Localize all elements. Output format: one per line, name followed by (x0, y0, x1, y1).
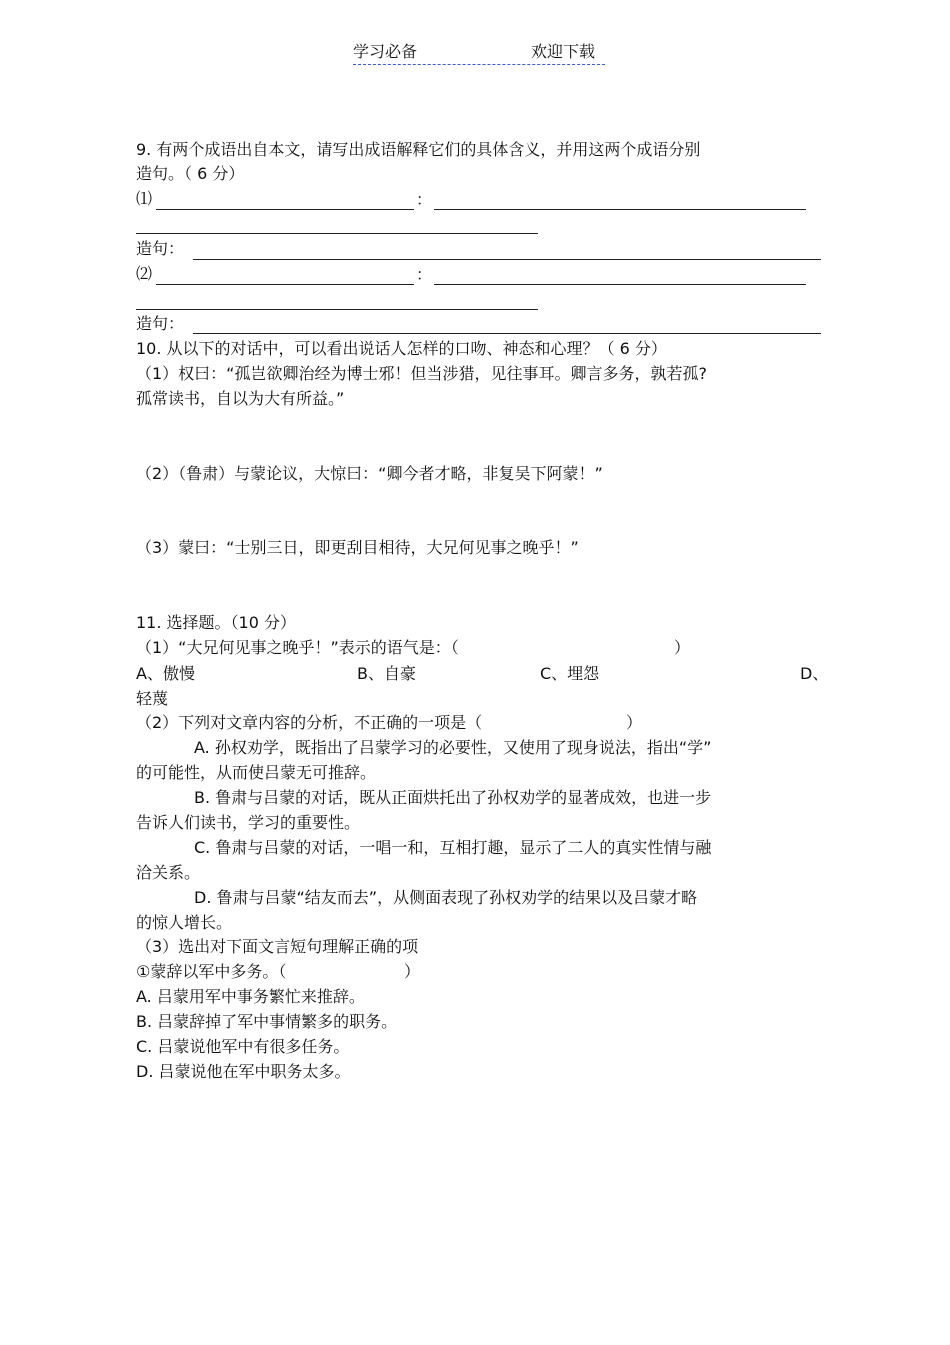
q11-s1-option-a[interactable]: A、傲慢 (136, 664, 195, 683)
q9-sentence2-label: 造句： (136, 314, 185, 333)
q10-p2: （2）（鲁肃）与蒙论议，大惊曰：“卿今者才略，非复吴下阿蒙！” (136, 464, 603, 483)
q11-s2-stem: （2）下列对文章内容的分析，不正确的一项是（ (136, 713, 483, 732)
q11-s3-answer-close: ） (404, 962, 421, 981)
q9-item2-colon: ： (416, 265, 433, 284)
q11-s3-option-a[interactable]: A. 吕蒙用军中事务繁忙来推辞。 (136, 987, 365, 1006)
q10-title: 10. 从以下的对话中，可以看出说话人怎样的口吻、神态和心理？（ 6 分） (136, 339, 667, 358)
q11-s1-option-c[interactable]: C、埋怨 (540, 664, 600, 683)
q11-s2-option-b-cont: 告诉人们读书，学习的重要性。 (136, 813, 361, 832)
q10-p3: （3）蒙曰：“士别三日，即更刮目相待，大兄何见事之晚乎！” (136, 538, 579, 557)
q9-idiom2-blank[interactable] (156, 284, 414, 285)
header-right-text: 欢迎下载 (531, 42, 596, 61)
q9-line1: 9. 有两个成语出自本文，请写出成语解释它们的具体含义，并用这两个成语分别 (136, 140, 701, 159)
q11-s1-stem: （1）“大兄何见事之晚乎！”表示的语气是：（ (136, 638, 459, 657)
q10-p1-line2: 孤常读书，自以为大有所益。” (136, 389, 345, 408)
q9-meaning2-blank-cont[interactable] (136, 309, 538, 310)
q9-sentence1-blank[interactable] (193, 259, 821, 260)
q11-s2-option-d[interactable]: D. 鲁肃与吕蒙“结友而去”，从侧面表现了孙权劝学的结果以及吕蒙才略 (194, 888, 698, 907)
q11-s2-option-d-cont: 的惊人增长。 (136, 913, 233, 932)
q9-line2: 造句。（ 6 分） (136, 164, 245, 183)
q11-s3-sub: ①蒙辞以军中多务。（ (136, 962, 287, 981)
q9-item1-marker: ⑴ (136, 189, 153, 208)
q9-item1-colon: ： (416, 190, 433, 209)
q11-s3-option-d[interactable]: D. 吕蒙说他在军中职务太多。 (136, 1062, 351, 1081)
q10-p1-line1: （1）权曰：“孤岂欲卿治经为博士邪！但当涉猎，见往事耳。卿言多务，孰若孤? (136, 364, 707, 383)
q9-sentence2-blank[interactable] (193, 333, 821, 334)
q11-s1-option-b[interactable]: B、自豪 (357, 664, 416, 683)
page-header (353, 42, 605, 65)
q11-s2-option-c-cont: 洽关系。 (136, 863, 201, 882)
q11-s1-option-d[interactable]: D、 (800, 664, 829, 683)
q9-meaning1-blank-cont[interactable] (136, 233, 538, 234)
q11-s1-answer-close: ） (674, 638, 691, 657)
header-left-text: 学习必备 (353, 42, 418, 61)
q9-idiom1-blank[interactable] (156, 209, 414, 210)
q11-s2-option-a-cont: 的可能性，从而使吕蒙无可推辞。 (136, 763, 377, 782)
q11-s3-stem: （3）选出对下面文言短句理解正确的项 (136, 937, 419, 956)
q11-s2-option-b[interactable]: B. 鲁肃与吕蒙的对话，既从正面烘托出了孙权劝学的显著成效，也进一步 (194, 788, 712, 807)
q11-s3-option-b[interactable]: B. 吕蒙辞掉了军中事情繁多的职务。 (136, 1012, 398, 1031)
q9-meaning1-blank[interactable] (434, 209, 806, 210)
q11-title: 11. 选择题。（10 分） (136, 613, 296, 632)
q11-s2-option-c[interactable]: C. 鲁肃与吕蒙的对话，一唱一和，互相打趣，显示了二人的真实性情与融 (194, 838, 712, 857)
q9-meaning2-blank[interactable] (434, 284, 806, 285)
q11-s2-option-a[interactable]: A. 孙权劝学，既指出了吕蒙学习的必要性，又使用了现身说法，指出“学” (194, 738, 712, 757)
q9-sentence1-label: 造句： (136, 239, 185, 258)
q9-item2-marker: ⑵ (136, 264, 153, 283)
q11-s1-option-d-text: 轻蔑 (136, 689, 169, 708)
q11-s3-option-c[interactable]: C. 吕蒙说他军中有很多任务。 (136, 1037, 350, 1056)
q11-s2-answer-close: ） (626, 713, 643, 732)
